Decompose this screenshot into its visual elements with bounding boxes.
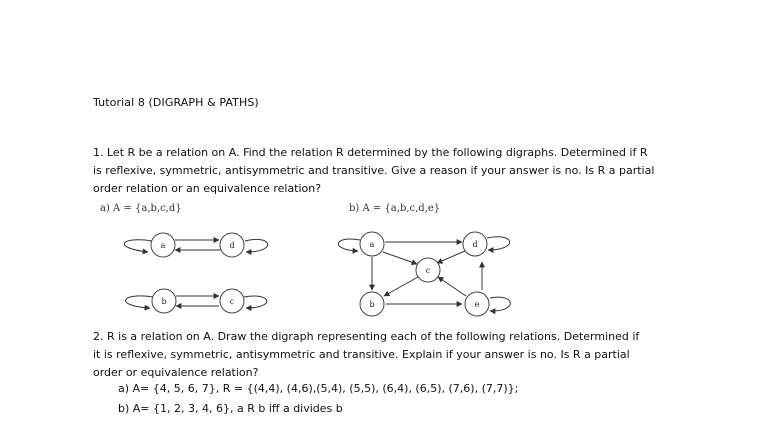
edge-c-to-b: [384, 277, 418, 296]
node-e: [465, 292, 489, 316]
digraph-b-label: b) A = {a,b,c,d,e}: [349, 203, 441, 214]
node-d-label: d: [472, 240, 478, 249]
node-b: [152, 289, 176, 313]
loop-d: [245, 239, 268, 252]
page-title: Tutorial 8 (DIGRAPH & PATHS): [93, 96, 259, 109]
question-2: [93, 328, 713, 382]
node-b: [360, 292, 384, 316]
question-2-item-b: b) A= {1, 2, 3, 4, 6}, a R b iff a divides b: [118, 402, 343, 415]
edge-d-to-c: [437, 251, 465, 263]
node-c-label: c: [229, 297, 235, 306]
edge-e-to-c: [438, 277, 466, 296]
loop-a: [124, 240, 152, 252]
digraph-a-label: a) A = {a,b,c,d}: [100, 203, 182, 214]
question-2-line-2: it is reflexive, symmetric, antisymmetric and transitive. Explain if your answer is no. Is R a partial: [93, 348, 630, 361]
question-1-line-1: 1. Let R be a relation on A. Find the relation R determined by the following digraphs. Determined if R: [93, 146, 648, 159]
question-1-line-2: is reflexive, symmetric, antisymmetric and transitive. Give a reason if your answer is no. Is R a partial: [93, 164, 655, 177]
node-d-label: d: [229, 241, 235, 250]
node-d: [463, 232, 487, 256]
loop-e: [490, 297, 510, 311]
question-2-item-a: a) A= {4, 5, 6, 7}, R = {(4,4), (4,6),(5,4), (5,5), (6,4), (6,5), (7,6), (7,7)};: [118, 382, 519, 395]
node-d: [220, 233, 244, 257]
question-2-line-1: 2. R is a relation on A. Draw the digraph representing each of the following relations. Determined if: [93, 330, 640, 343]
loop-c: [244, 296, 267, 308]
node-a-label: a: [160, 241, 166, 250]
node-c: [416, 258, 440, 282]
node-a: [360, 232, 384, 256]
question-2-line-3: order or equivalence relation?: [93, 366, 259, 379]
digraph-a: [124, 233, 267, 313]
edge-a-to-c: [383, 252, 417, 264]
node-a: [151, 233, 175, 257]
digraph-b: [338, 232, 510, 316]
node-b-label: b: [161, 297, 167, 306]
node-e-label: e: [474, 300, 480, 309]
loop-b: [126, 296, 153, 308]
loop-d: [487, 237, 510, 250]
node-a-label: a: [369, 240, 375, 249]
question-1-line-3: order relation or an equivalence relation?: [93, 182, 322, 195]
loop-a: [338, 239, 360, 251]
node-c-label: c: [425, 266, 431, 275]
node-c: [220, 289, 244, 313]
node-b-label: b: [369, 300, 375, 309]
